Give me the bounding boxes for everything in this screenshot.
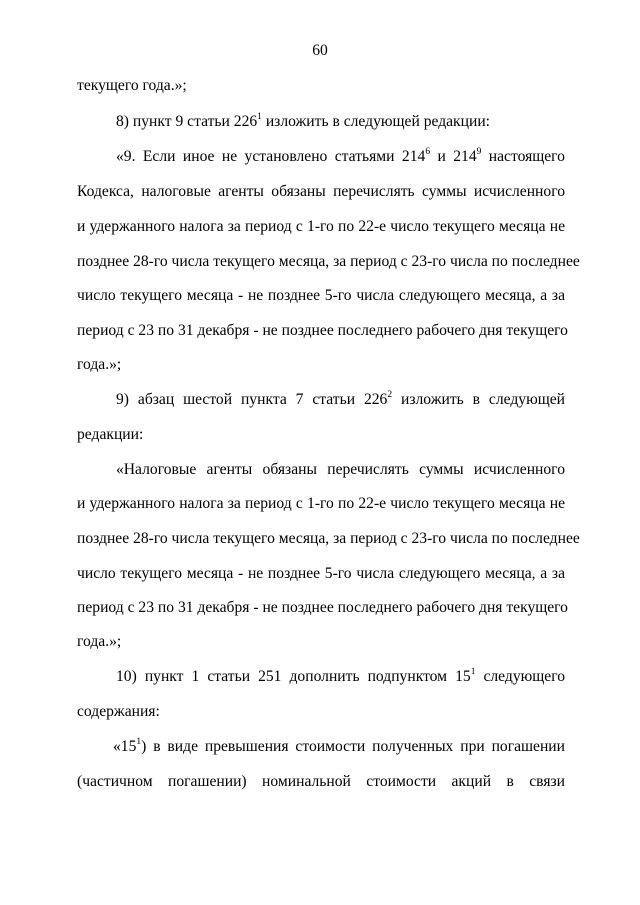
- text-line: (частичном погашении) номинальной стоимости акций в связи: [77, 773, 565, 790]
- text-fragment: «15: [113, 738, 137, 755]
- list-item-9: [116, 389, 565, 411]
- text-line: позднее 28-го числа текущего месяца, за период с 23-го числа по последнее: [77, 530, 580, 547]
- superscript: 1: [136, 736, 142, 747]
- text-line: позднее 28-го числа текущего месяца, за период с 23-го числа по последнее: [77, 253, 580, 270]
- superscript: 2: [387, 389, 393, 400]
- text-fragment: изложить в следующей редакции:: [261, 113, 491, 130]
- superscript: 6: [425, 146, 431, 157]
- superscript: 1: [470, 666, 476, 677]
- text-fragment: изложить в следующей: [392, 391, 565, 408]
- text-fragment: 9) абзац шестой пункта 7 статьи 226: [116, 391, 388, 408]
- list-item-8: [116, 111, 565, 133]
- quoted-paragraph-start: «Налоговые агенты обязаны перечислять суммы исчисленного: [116, 461, 565, 478]
- text-line: редакции:: [77, 426, 144, 443]
- text-line: и удержанного налога за период с 1-го по 22-е число текущего месяца не: [77, 218, 565, 235]
- text-line: года.»;: [77, 633, 122, 650]
- text-fragment: «9. Если иное не установлено статьями 214: [116, 148, 426, 165]
- text-line: года.»;: [77, 356, 122, 373]
- text-fragment: настоящего: [481, 148, 565, 165]
- superscript: 9: [476, 146, 482, 157]
- text-line: Кодекса, налоговые агенты обязаны перечислять суммы исчисленного: [77, 183, 565, 200]
- superscript: 1: [257, 111, 262, 122]
- text-line: число текущего месяца - не позднее 5-го числа следующего месяца, а за: [77, 565, 565, 582]
- text-line: число текущего месяца - не позднее 5-го числа следующего месяца, а за: [77, 287, 565, 304]
- text-line: период с 23 по 31 декабря - не позднее последнего рабочего дня текущего: [77, 599, 568, 616]
- text-line: содержания:: [77, 703, 160, 720]
- text-line: и удержанного налога за период с 1-го по 22-е число текущего месяца не: [77, 495, 565, 512]
- text-fragment: 10) пункт 1 статьи 251 дополнить подпунктом 15: [116, 668, 471, 685]
- text-line: текущего года.»;: [77, 77, 187, 94]
- text-line: период с 23 по 31 декабря - не позднее последнего рабочего дня текущего: [77, 322, 568, 339]
- text-fragment: следующего: [475, 668, 565, 685]
- page-number: 60: [312, 42, 328, 59]
- quoted-paragraph-start: [116, 146, 565, 168]
- text-fragment: и 214: [430, 148, 477, 165]
- text-fragment: 8) пункт 9 статьи 226: [116, 113, 258, 130]
- text-fragment: ) в виде превышения стоимости полученных при погашении: [141, 738, 565, 755]
- quoted-paragraph-start: [113, 736, 565, 758]
- list-item-10: [116, 666, 565, 688]
